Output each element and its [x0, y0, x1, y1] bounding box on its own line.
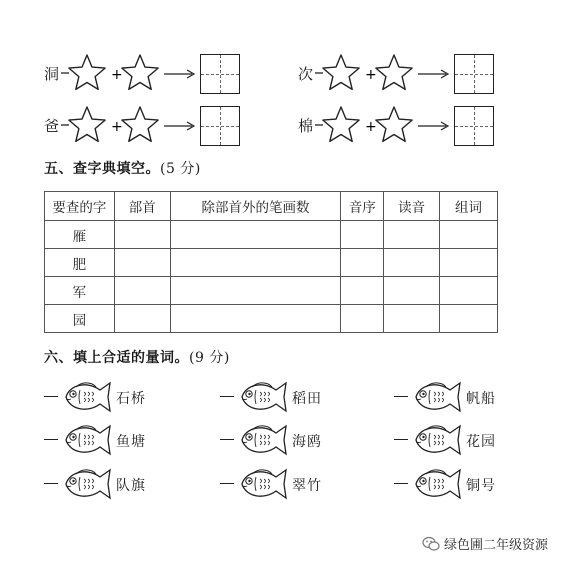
answer-cell[interactable] — [170, 277, 341, 305]
measure-word-item — [44, 378, 194, 418]
noun-label: 队旗 — [116, 478, 146, 494]
fish-blank-icon[interactable] — [238, 421, 290, 459]
grid-guide — [455, 74, 493, 75]
prefix-one — [220, 483, 234, 484]
prefix-one — [394, 483, 408, 484]
plus-sign: + — [111, 67, 123, 83]
fish-blank-icon[interactable] — [412, 465, 464, 503]
puzzle-row — [44, 104, 274, 148]
noun-label: 稻田 — [292, 391, 322, 407]
noun-label: 铜号 — [466, 478, 496, 494]
answer-cell[interactable] — [440, 277, 498, 305]
dictionary-table — [44, 191, 498, 333]
noun-label: 花园 — [466, 434, 496, 450]
puzzle-row — [44, 52, 274, 96]
measure-word-item — [394, 378, 544, 418]
section-5-number: 五、 — [44, 161, 73, 177]
puzzle-character: 洞 — [44, 65, 60, 83]
section-5-title — [44, 158, 201, 178]
measure-word-item — [44, 465, 194, 505]
puzzle-character: 爸 — [44, 117, 60, 135]
answer-cell[interactable] — [170, 221, 341, 249]
answer-cell[interactable] — [114, 249, 170, 277]
measure-word-item — [220, 378, 370, 418]
star-blank — [323, 55, 359, 89]
answer-cell[interactable] — [384, 249, 440, 277]
table-row — [45, 277, 498, 305]
header-char: 要查的字 — [45, 192, 115, 221]
grid-guide — [455, 126, 493, 127]
fish-blank-icon[interactable] — [412, 421, 464, 459]
star-blank — [323, 107, 359, 141]
answer-cell[interactable] — [341, 221, 384, 249]
fish-blank-icon[interactable] — [412, 378, 464, 416]
noun-label: 石桥 — [116, 391, 146, 407]
fish-blank-icon[interactable] — [238, 378, 290, 416]
plus-sign: + — [111, 119, 123, 135]
watermark-text: 绿色圃二年级资源 — [443, 538, 548, 553]
star-blank — [69, 107, 105, 141]
noun-label: 帆船 — [466, 391, 496, 407]
section-6-title — [44, 347, 230, 367]
star-blank — [376, 55, 412, 89]
plus-sign: + — [365, 67, 377, 83]
grid-guide — [201, 126, 239, 127]
star-blank — [376, 107, 412, 141]
lookup-character: 肥 — [45, 249, 115, 277]
puzzle-row — [298, 52, 528, 96]
star-blank — [122, 55, 158, 89]
answer-box[interactable] — [454, 106, 494, 146]
prefix-one — [44, 439, 58, 440]
prefix-one — [220, 439, 234, 440]
table-row — [45, 305, 498, 333]
star-blank — [69, 55, 105, 89]
section-6-score: (9 分) — [189, 350, 230, 366]
header-initial: 音序 — [341, 192, 384, 221]
measure-word-item — [394, 421, 544, 461]
answer-cell[interactable] — [341, 277, 384, 305]
table-header-row — [45, 192, 498, 221]
table-row — [45, 221, 498, 249]
wechat-icon — [422, 536, 440, 552]
plus-sign: + — [365, 119, 377, 135]
header-word: 组词 — [440, 192, 498, 221]
puzzle-character: 棉 — [298, 117, 314, 135]
header-pinyin: 读音 — [384, 192, 440, 221]
prefix-one — [44, 483, 58, 484]
section-6-text: 填上合适的量词。 — [73, 350, 189, 366]
answer-cell[interactable] — [384, 305, 440, 333]
measure-word-item — [44, 421, 194, 461]
fish-blank-icon[interactable] — [62, 378, 114, 416]
lookup-character: 军 — [45, 277, 115, 305]
puzzle-row — [298, 104, 528, 148]
measure-word-item — [220, 465, 370, 505]
answer-cell[interactable] — [114, 277, 170, 305]
header-strokes: 除部首外的笔画数 — [170, 192, 341, 221]
section-5-score: (5 分) — [160, 161, 201, 177]
prefix-one — [394, 396, 408, 397]
watermark — [422, 534, 548, 553]
answer-cell[interactable] — [170, 249, 341, 277]
answer-cell[interactable] — [440, 305, 498, 333]
measure-word-item — [220, 421, 370, 461]
puzzle-character: 次 — [298, 65, 314, 83]
lookup-character: 园 — [45, 305, 115, 333]
section-6-number: 六、 — [44, 350, 73, 366]
measure-word-item — [394, 465, 544, 505]
noun-label: 海鸥 — [292, 434, 322, 450]
noun-label: 翠竹 — [292, 478, 322, 494]
answer-cell[interactable] — [341, 249, 384, 277]
answer-cell[interactable] — [440, 221, 498, 249]
prefix-one — [394, 439, 408, 440]
answer-cell[interactable] — [384, 221, 440, 249]
answer-cell[interactable] — [114, 305, 170, 333]
section-5-text: 查字典填空。 — [73, 161, 160, 177]
header-radical: 部首 — [114, 192, 170, 221]
fish-blank-icon[interactable] — [62, 421, 114, 459]
grid-guide — [201, 74, 239, 75]
answer-cell[interactable] — [170, 305, 341, 333]
answer-cell[interactable] — [440, 249, 498, 277]
prefix-one — [220, 396, 234, 397]
prefix-one — [44, 396, 58, 397]
answer-cell[interactable] — [341, 305, 384, 333]
answer-box[interactable] — [200, 106, 240, 146]
answer-box[interactable] — [454, 54, 494, 94]
lookup-character: 雁 — [45, 221, 115, 249]
answer-box[interactable] — [200, 54, 240, 94]
fish-blank-icon[interactable] — [238, 465, 290, 503]
table-row — [45, 249, 498, 277]
answer-cell[interactable] — [384, 277, 440, 305]
answer-cell[interactable] — [114, 221, 170, 249]
noun-label: 鱼塘 — [116, 434, 146, 450]
star-blank — [122, 107, 158, 141]
fish-blank-icon[interactable] — [62, 465, 114, 503]
